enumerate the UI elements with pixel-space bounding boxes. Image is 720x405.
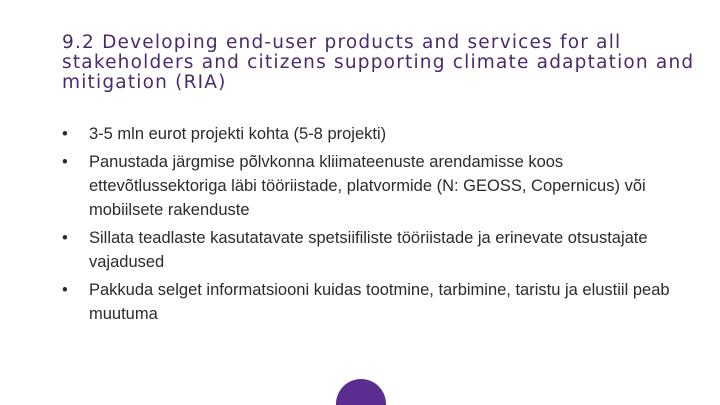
decorative-circle (336, 379, 386, 405)
list-item (62, 150, 702, 222)
list-item (62, 226, 702, 274)
list-item (62, 278, 702, 326)
bullet-text: 3-5 mln eurot projekti kohta (5-8 projekti) (89, 125, 387, 143)
bullet-icon: • (62, 229, 68, 247)
bullet-icon: • (62, 125, 68, 143)
bullet-icon: • (62, 153, 68, 171)
bullet-text: Panustada järgmise põlvkonna kliimateenuste arendamisse koos ettevõtlussektoriga läbi tööriistade, platvormide (N: GEOSS, Copernicus) või mobiilsete rakenduste (89, 153, 646, 219)
bullet-text: Pakkuda selget informatsiooni kuidas tootmine, tarbimine, taristu ja elustiil peab muutuma (89, 281, 670, 323)
bullet-list (62, 122, 702, 330)
bullet-text: Sillata teadlaste kasutatavate spetsiifiliste tööriistade ja erinevate otsustajate vajadused (89, 229, 648, 271)
list-item (62, 122, 702, 146)
slide-title: 9.2 Developing end-user products and services for all stakeholders and citizens supporting climate adaptation and mitigation (RIA) (62, 32, 695, 93)
bullet-icon: • (62, 281, 68, 299)
